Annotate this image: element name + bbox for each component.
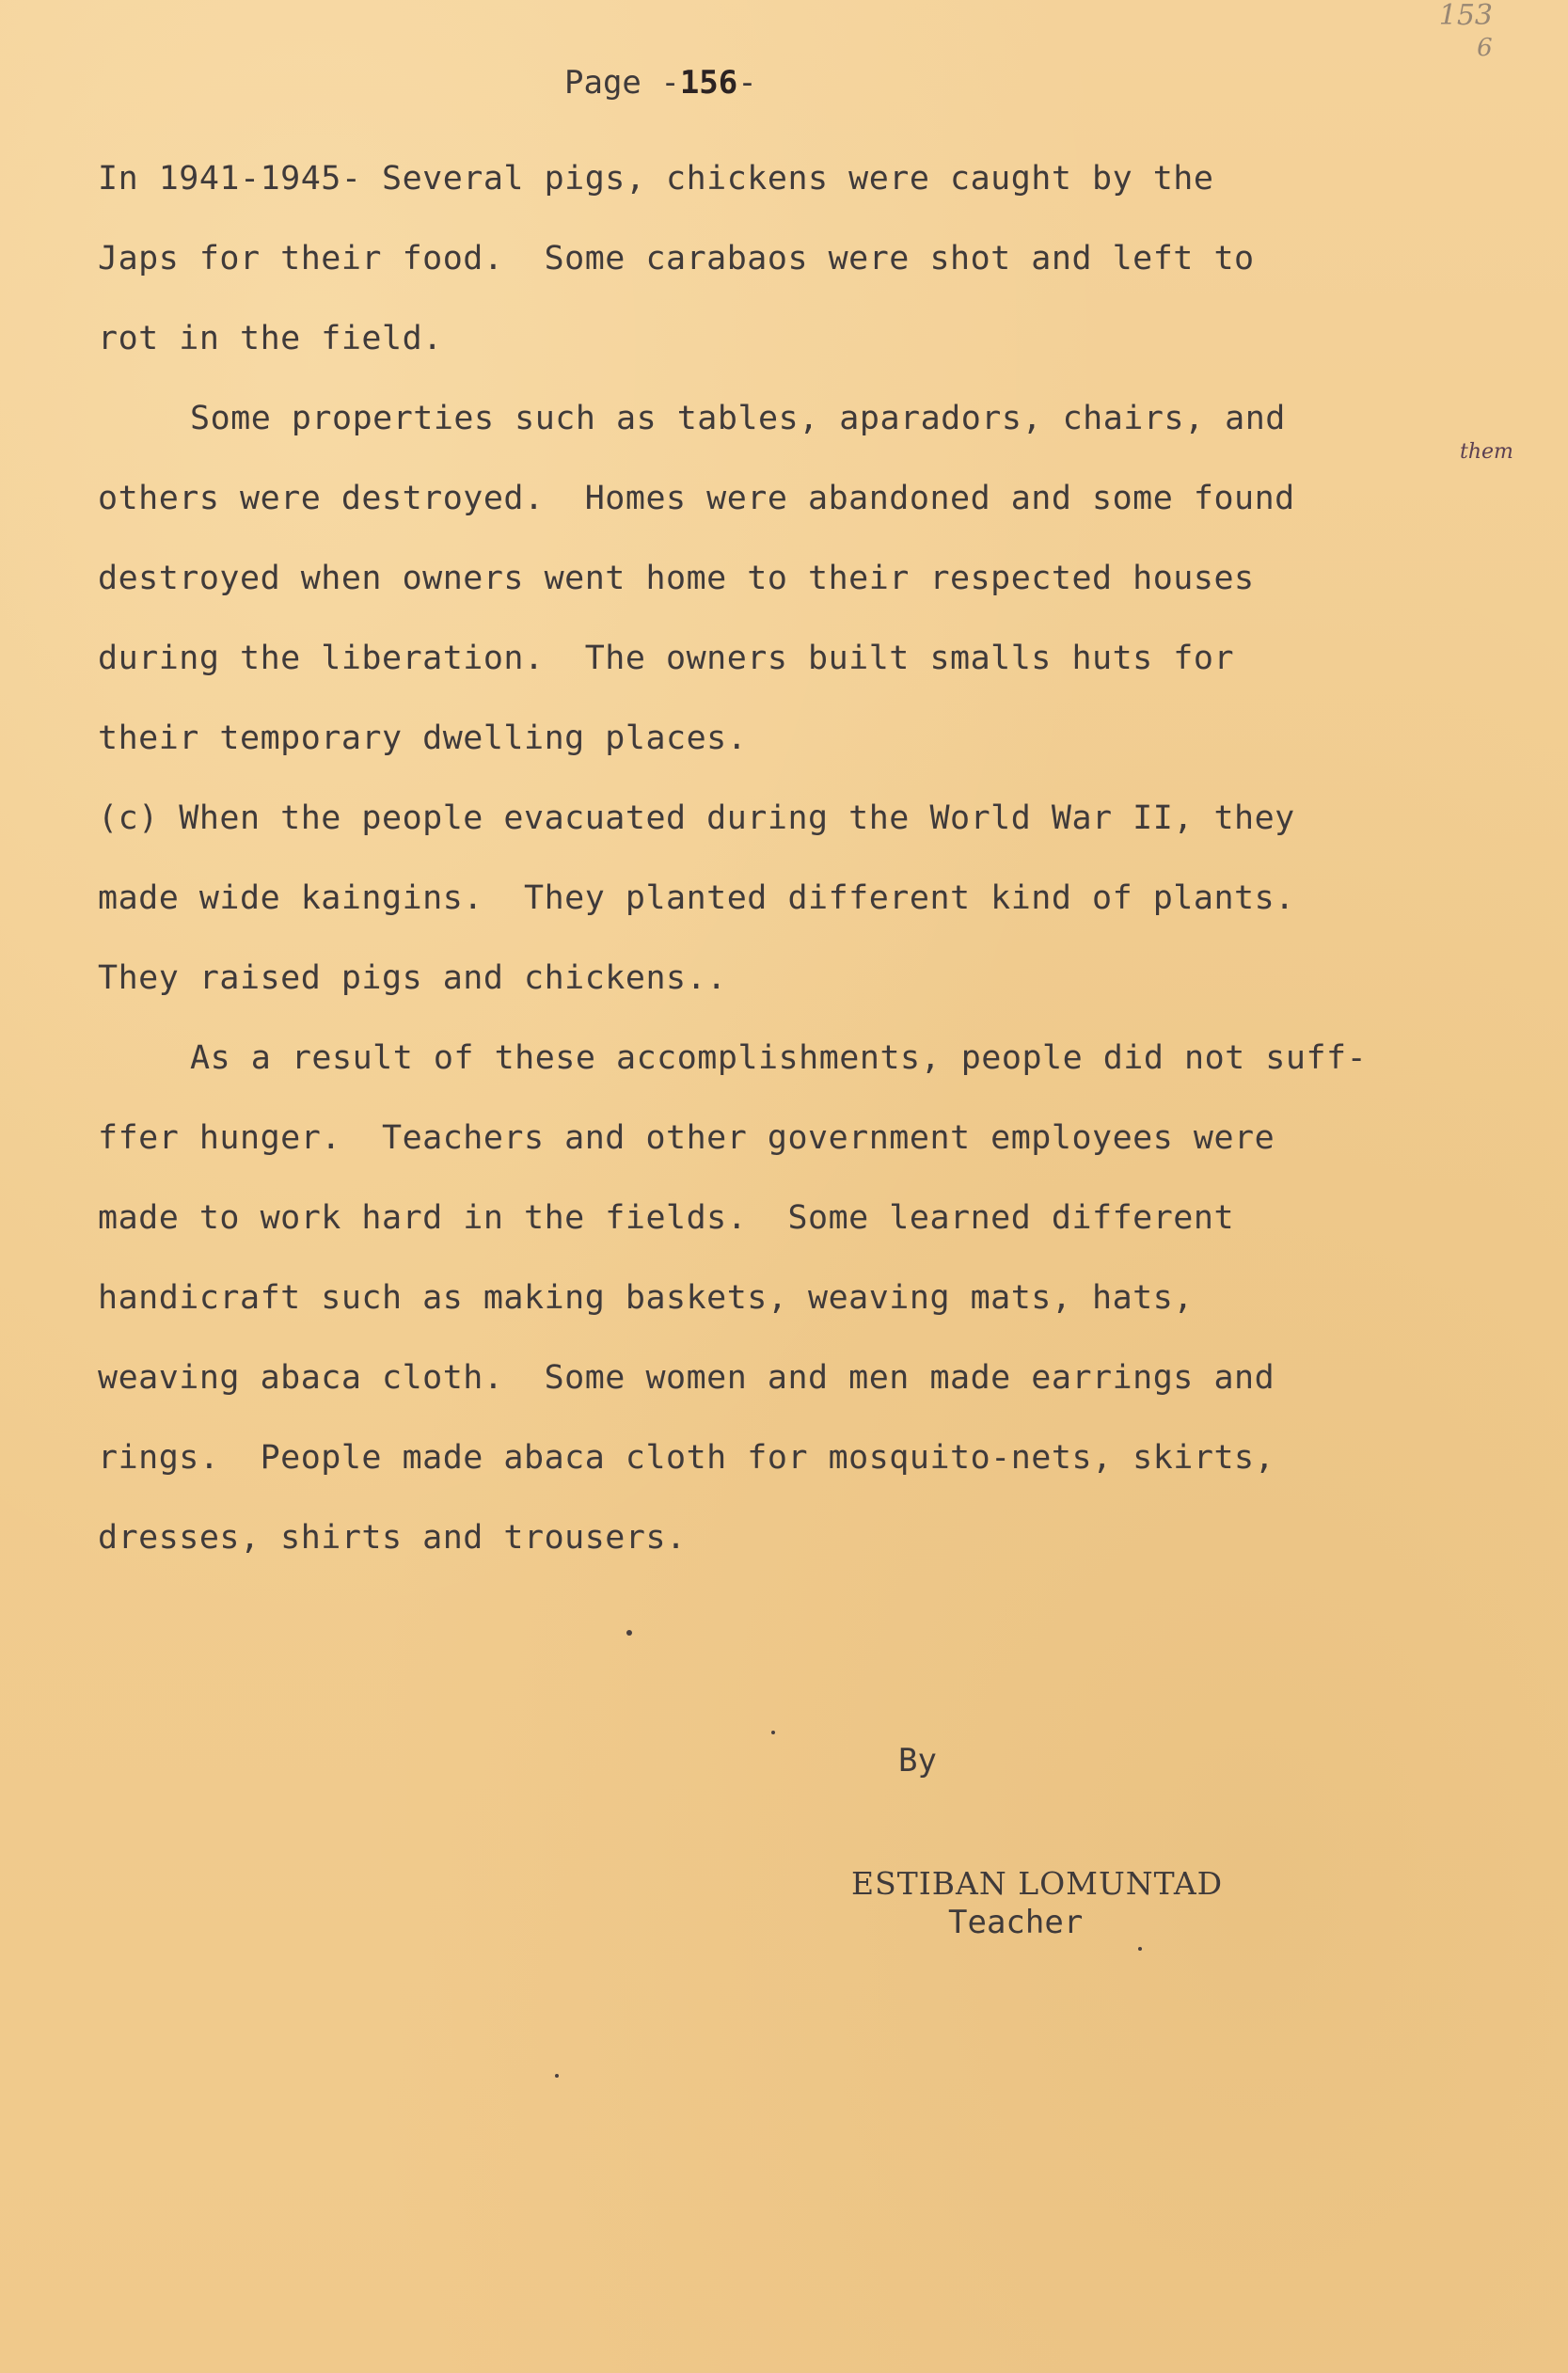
text-line: ffer hunger. Teachers and other government employees were	[98, 1119, 1275, 1157]
signature-by: By	[898, 1742, 937, 1780]
text-line: dresses, shirts and trousers.	[98, 1519, 687, 1557]
text-line: made wide kaingins. They planted different kind of plants.	[98, 879, 1295, 917]
text-line: destroyed when owners went home to their respected houses	[98, 560, 1255, 597]
text-line: during the liberation. The owners built smalls huts for	[98, 640, 1235, 677]
corner-note-line-2: 6	[1477, 34, 1493, 62]
page-number-value: 156	[679, 64, 738, 102]
text-line: (c) When the people evacuated during the World War II, they	[98, 799, 1295, 837]
ink-speck	[771, 1731, 775, 1734]
page-number-suffix: -	[737, 64, 757, 102]
handwritten-insertion-them: them	[1460, 440, 1513, 464]
text-line: their temporary dwelling places.	[98, 720, 748, 757]
text-line: made to work hard in the fields. Some learned different	[98, 1199, 1235, 1237]
ink-speck	[1138, 1947, 1142, 1951]
signature-title: Teacher	[948, 1904, 1084, 1941]
text-line: In 1941-1945- Several pigs, chickens were caught by the	[98, 160, 1214, 198]
page-number	[564, 64, 757, 102]
text-line: Some properties such as tables, aparadors, chairs, and	[190, 400, 1286, 437]
text-line: They raised pigs and chickens..	[98, 959, 727, 997]
text-line: rings. People made abaca cloth for mosquito-nets, skirts,	[98, 1439, 1275, 1477]
page-number-prefix: Page -	[564, 64, 680, 102]
text-line: As a result of these accomplishments, people did not suff-	[190, 1039, 1368, 1077]
text-line: rot in the field.	[98, 320, 443, 357]
text-line: weaving abaca cloth. Some women and men made earrings and	[98, 1359, 1275, 1397]
text-line: others were destroyed. Homes were abandoned and some found	[98, 480, 1295, 517]
ink-speck	[555, 2074, 559, 2078]
body-text	[98, 139, 1490, 1578]
text-line: handicraft such as making baskets, weaving mats, hats,	[98, 1279, 1194, 1317]
corner-handwritten-note	[1439, 0, 1493, 64]
ink-speck	[626, 1630, 632, 1636]
corner-note-line-1: 153	[1438, 0, 1493, 32]
signature-name: ESTIBAN LOMUNTAD	[851, 1865, 1224, 1902]
text-line: Japs for their food. Some carabaos were shot and left to	[98, 240, 1255, 277]
